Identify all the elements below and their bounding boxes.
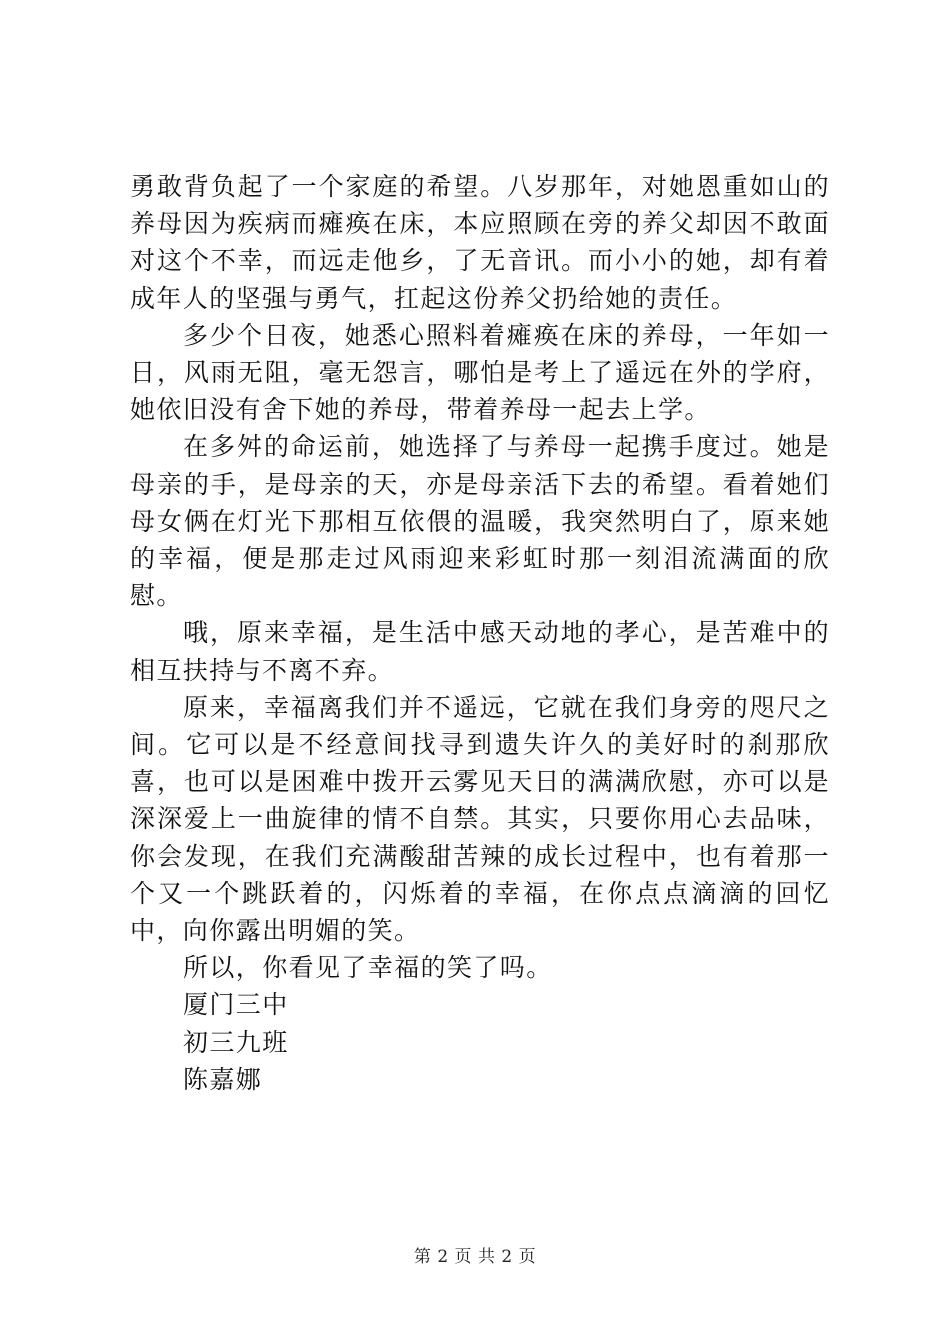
paragraph-caring-mother: 多少个日夜，她悉心照料着瘫痪在床的养母，一年如一日，风雨无阻，毫无怨言，哪怕是考上了遥远在外的学府，她依旧没有舍下她的养母，带着养母一起去上学。: [130, 320, 830, 425]
document-body: [130, 168, 830, 1098]
signature-author: 陈嘉娜: [183, 1064, 263, 1094]
paragraph-closing-question: 所以，你看见了幸福的笑了吗。: [183, 953, 553, 983]
paragraph-realization: 哦，原来幸福，是生活中感天动地的孝心，是苦难中的相互扶持与不离不弃。: [130, 618, 830, 685]
paragraph-happiness-nearby: 原来，幸福离我们并不遥远，它就在我们身旁的咫尺之间。它可以是不经意间找寻到遗失许久的美好时的刹那欣喜，也可以是困难中拨开云雾见天日的满满欣慰，亦可以是深深爱上一曲旋律的情不自禁。其实，只要你用心去品味，你会发现，在我们充满酸甜苦辣的成长过程中，也有着那一个又一个跳跃着的，闪烁着的幸福，在你点点滴滴的回忆中，向你露出明媚的笑。: [130, 692, 830, 946]
paragraph-continuation: 勇敢背负起了一个家庭的希望。八岁那年，对她恩重如山的养母因为疾病而瘫痪在床，本应照顾在旁的养父却因不敢面对这个不幸，而远走他乡，了无音讯。而小小的她，却有着成年人的坚强与勇气，扛起这份养父扔给她的责任。: [130, 172, 830, 313]
paragraph-fate: 在多舛的命运前，她选择了与养母一起携手度过。她是母亲的手，是母亲的天，亦是母亲活下去的希望。看着她们母女俩在灯光下那相互依偎的温暖，我突然明白了，原来她的幸福，便是那走过风雨迎来彩虹时那一刻泪流满面的欣慰。: [130, 432, 830, 611]
page-number-footer: 第 2 页 共 2 页: [413, 1247, 537, 1267]
signature-school: 厦门三中: [183, 990, 289, 1020]
signature-class: 初三九班: [183, 1027, 289, 1057]
